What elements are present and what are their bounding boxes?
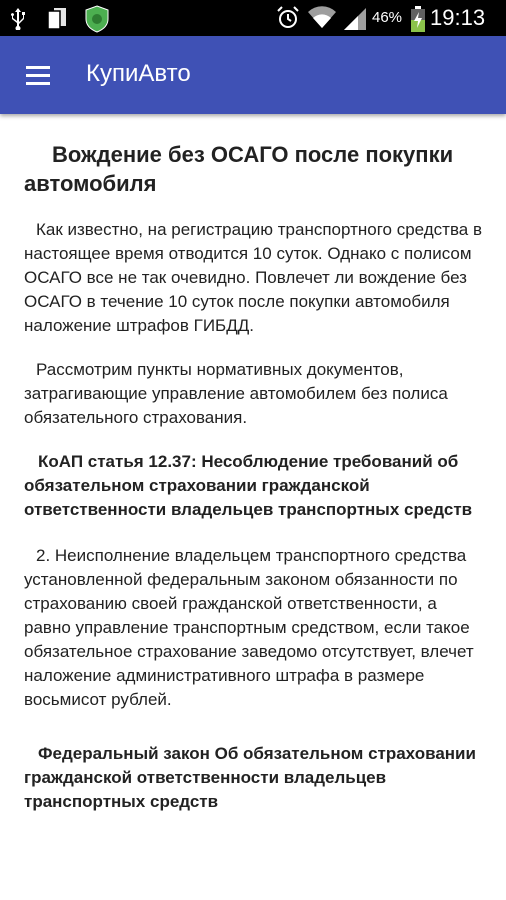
article-paragraph: 2. Неисполнение владельцем транспортного средства установленной федеральным законом обязанности по страхованию своей гражданской ответственности, а равно управление транспортным средством, если такое обязательное страхование заведомо отсутствует, влечет наложение административного штрафа в размере восьмисот рублей.: [24, 546, 474, 709]
shield-app-icon: [84, 5, 110, 33]
usb-icon: [10, 8, 26, 30]
alarm-icon: [276, 6, 300, 30]
article-content: [24, 140, 486, 836]
status-clock: 19:13: [430, 5, 486, 30]
signal-icon: [344, 8, 368, 30]
section-heading: Федеральный закон Об обязательном страховании гражданской ответственности владельцев транспортных средств: [24, 744, 476, 811]
sim-cards-icon: [44, 8, 72, 30]
section-heading: КоАП статья 12.37: Несоблюдение требований об обязательном страховании гражданской ответственности владельцев транспортных средств: [24, 452, 473, 519]
app-title: КупиАвто: [86, 60, 191, 87]
article-paragraph: Как известно, на регистрацию транспортного средства в настоящее время отводится 10 суток. Однако с полисом ОСАГО все не так очевидно. Повлечет ли вождение без ОСАГО в течение 10 суток после покупки автомобиля наложение штрафов ГИБДД.: [24, 220, 483, 335]
battery-percentage: 46%: [372, 9, 403, 26]
article-paragraph: Рассмотрим пункты нормативных документов, затрагивающие управление автомобилем без полиса обязательного страхования.: [24, 360, 448, 427]
app-bar: [0, 36, 506, 114]
hamburger-menu-icon[interactable]: [22, 62, 54, 90]
wifi-icon: [308, 6, 336, 30]
article-title: Вождение без ОСАГО после покупки автомобиля: [24, 142, 454, 196]
battery-charging-icon: [410, 6, 426, 32]
status-bar: [0, 0, 506, 36]
